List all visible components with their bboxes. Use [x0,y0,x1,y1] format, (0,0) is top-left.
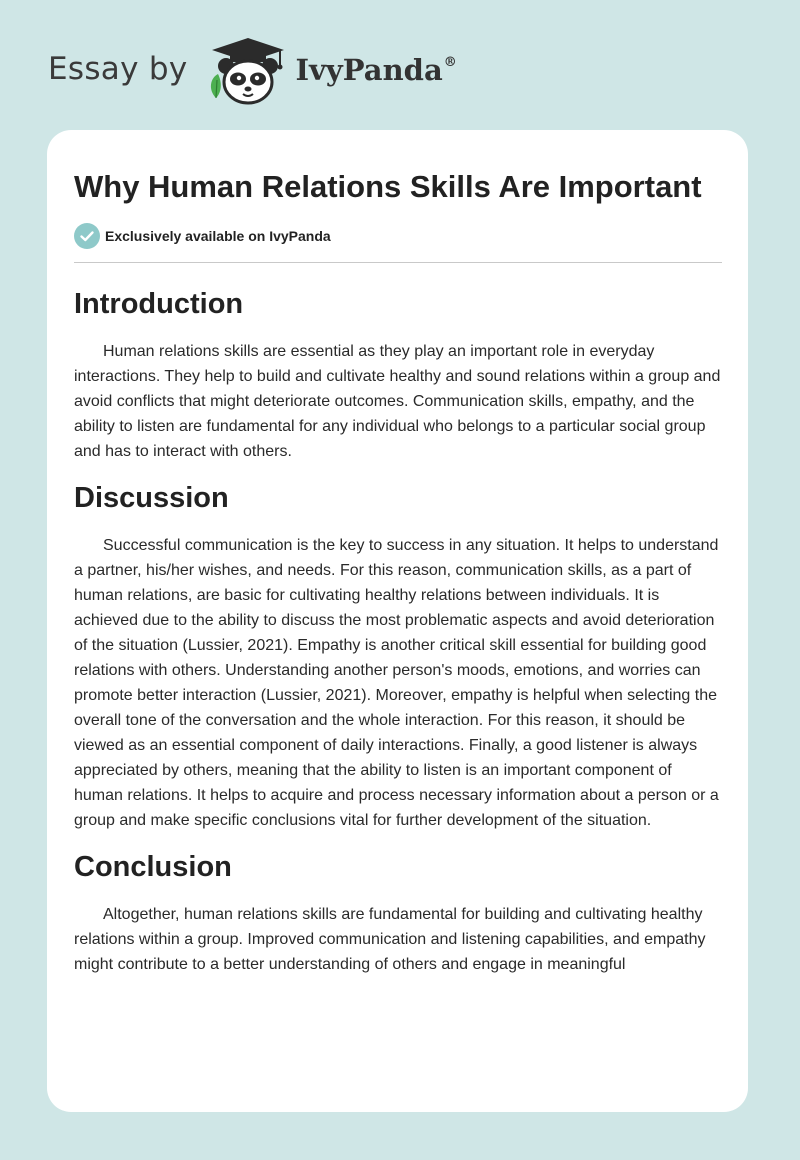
essay-title: Why Human Relations Skills Are Important [74,169,702,204]
exclusive-label: Exclusively available on IvyPanda [105,228,331,244]
section-heading-introduction: Introduction [74,288,244,320]
section-paragraph-introduction: Human relations skills are essential as they play an important role in everyday interactions. They help to build and cultivate healthy and sound relations within a group and avoid conflicts that might deteriorate outcomes. Communication skills, empathy, and the ability to listen are fundamental for any individual who belongs to a particular social group and has to interact with others. [74,343,721,460]
registered-mark: ® [443,55,457,70]
check-badge-icon [74,223,100,249]
section-heading-discussion: Discussion [74,482,229,514]
section-paragraph-conclusion: Altogether, human relations skills are fundamental for building and cultivating healthy relations within a group. Improved communication and listening capabilities, and empathy might contribute to a better understanding of others and engage in meaningful [74,906,706,973]
brand-name [296,53,457,87]
panda-logo-icon[interactable] [202,36,294,108]
brand-name-text: IvyPanda [295,53,443,87]
section-heading-conclusion: Conclusion [74,851,232,883]
exclusive-badge [74,223,722,249]
brand-prefix: Essay by [48,51,188,87]
essay-card [47,130,748,1112]
brand-header [48,36,457,108]
title-divider [74,262,722,263]
section-paragraph-discussion: Successful communication is the key to success in any situation. It helps to understand a partner, his/her wishes, and needs. For this reason, communication skills, as a part of human relations, are basic for cultivating healthy relations between individuals. It is achieved due to the ability to discuss the most problematic aspects and avoid deterioration of the situation (Lussier, 2021). Empathy is another critical skill essential for building good relations with others. Understanding another person's moods, emotions, and worries can promote better interaction (Lussier, 2021). Moreover, empathy is helpful when selecting the overall tone of the conversation and the whole interaction. For this reason, it should be viewed as an essential component of daily interactions. Finally, a good listener is always appreciated by others, meaning that the ability to listen is an important component of human relations. It helps to acquire and process necessary information about a person or a group and make specific conclusions vital for further development of the situation. [74,537,719,829]
